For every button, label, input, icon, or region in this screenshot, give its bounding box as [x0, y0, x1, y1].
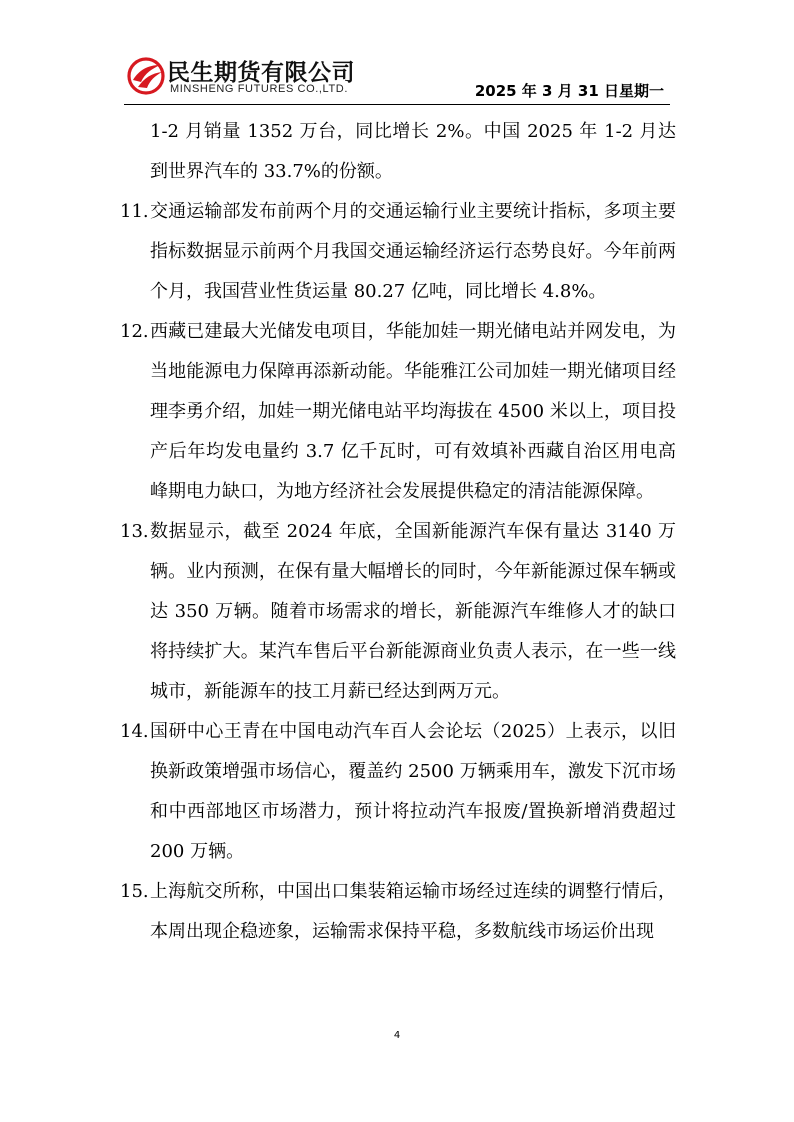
company-name-en: MINSHENG FUTURES CO.,LTD. [170, 83, 348, 95]
list-item-text: 国研中心王青在中国电动汽车百人会论坛（2025）上表示，以旧换新政策增强市场信心，覆盖约 2500 万辆乘用车，激发下沉市场和中西部地区市场潜力，预计将拉动汽车报废/置换新增消费超过 200 万辆。 [150, 721, 676, 862]
page-header [0, 0, 794, 110]
list-item-number: 13. [120, 521, 149, 542]
report-date: 2025 年 3 月 31 日星期一 [474, 82, 664, 100]
header-divider [124, 104, 670, 105]
list-item-number: 12. [120, 321, 149, 342]
list-item-text: 数据显示，截至 2024 年底，全国新能源汽车保有量达 3140 万辆。业内预测，在保有量大幅增长的同时，今年新能源过保车辆或达 350 万辆。随着市场需求的增长，新能源汽车维修人才的缺口将持续扩大。某汽车售后平台新能源商业负责人表示，在一些一线城市，新能源车的技工月薪已经达到两万元。 [150, 521, 676, 702]
list-item [120, 192, 676, 312]
list-item-number: 15. [120, 881, 149, 902]
list-item [120, 112, 676, 192]
news-list [120, 112, 676, 952]
list-item-text: 1-2 月销量 1352 万台，同比增长 2%。中国 2025 年 1-2 月达到世界汽车的 33.7%的份额。 [150, 121, 676, 182]
list-item [120, 312, 676, 512]
list-item [120, 712, 676, 872]
list-item-number: 14. [120, 721, 149, 742]
company-name-cn: 民生期货有限公司 [167, 60, 355, 86]
page-number: 4 [393, 1030, 401, 1041]
list-item-number: 11. [120, 201, 149, 222]
minsheng-logo-icon [126, 56, 166, 96]
company-logo [126, 54, 366, 102]
list-item-text: 交通运输部发布前两个月的交通运输行业主要统计指标，多项主要指标数据显示前两个月我国交通运输经济运行态势良好。今年前两个月，我国营业性货运量 80.27 亿吨，同比增长 4.8%。 [150, 201, 676, 302]
list-item [120, 512, 676, 712]
list-item-text: 上海航交所称，中国出口集装箱运输市场经过连续的调整行情后，本周出现企稳迹象，运输需求保持平稳，多数航线市场运价出现 [150, 881, 676, 942]
list-item-text: 西藏已建最大光储发电项目，华能加娃一期光储电站并网发电，为当地能源电力保障再添新动能。华能雅江公司加娃一期光储项目经理李勇介绍，加娃一期光储电站平均海拔在 4500 米以上，项目投产后年均发电量约 3.7 亿千瓦时，可有效填补西藏自治区用电高峰期电力缺口，为地方经济社会发展提供稳定的清洁能源保障。 [150, 321, 676, 502]
list-item [120, 872, 676, 952]
